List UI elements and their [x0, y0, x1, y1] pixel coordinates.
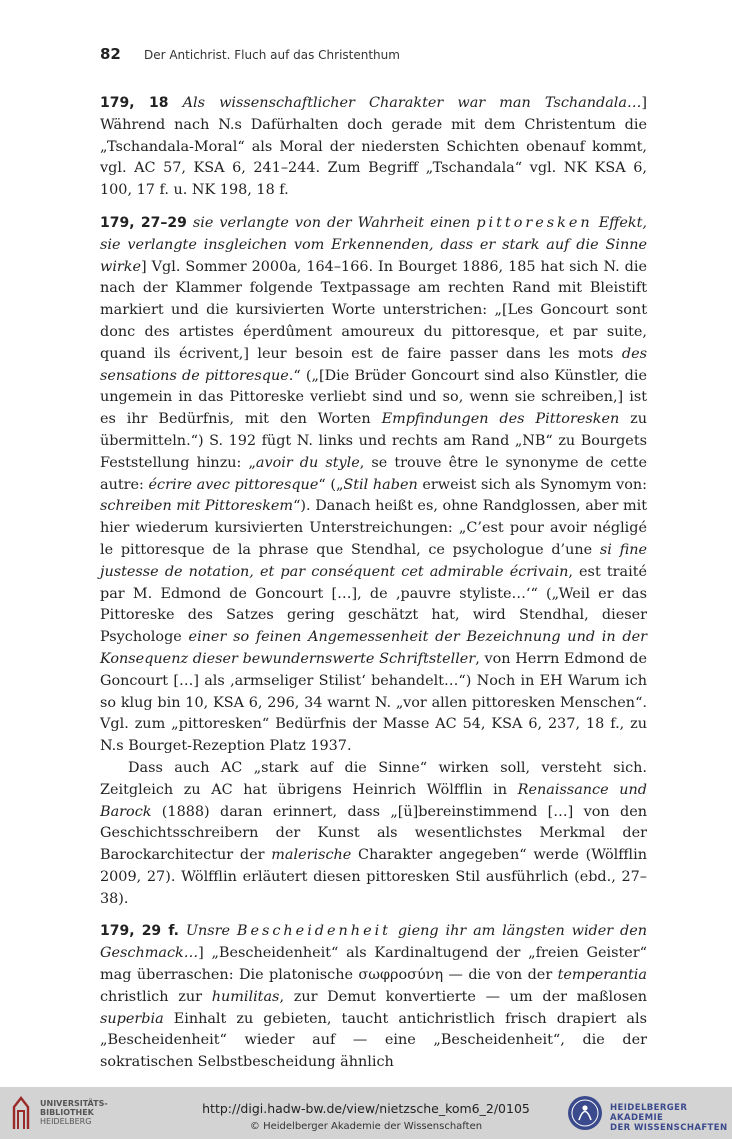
running-header: [100, 44, 660, 66]
text-run: einer so feinen Angemessenheit der Bezeichnung und in der Konsequenz dieser bewundernswerte Schriftsteller: [100, 629, 648, 667]
text-run: pittoresken: [476, 214, 593, 231]
page-number: 82: [100, 45, 121, 63]
text-run: gieng ihr am längsten wider den Geschmack…: [100, 923, 647, 962]
academy-name: HEIDELBERGER AKADEMIE DER WISSENSCHAFTEN: [610, 1103, 728, 1133]
running-title: Der Antichrist. Fluch auf das Christenthum: [143, 48, 400, 62]
text-run: écrire avec pittoresque: [148, 476, 319, 493]
line-reference: 179, 27–29: [100, 214, 187, 231]
text-run: Als wissenschaftlicher Charakter war man Tschandala…: [182, 95, 642, 111]
text-run: temperantia: [557, 967, 647, 984]
text-run: Dass auch AC „stark auf die Sinne“ wirken soll, versteht sich. Zeitgleich zu AC hat übrigens Heinrich Wölfflin in: [100, 759, 647, 798]
university-library-name: UNIVERSITÄTS- BIBLIOTHEK HEIDELBERG: [40, 1099, 108, 1126]
text-run: malerische: [271, 847, 352, 864]
commentary-entry: [100, 921, 647, 1074]
text-run: Empfindungen des Pittoresken: [381, 411, 620, 428]
text-run: ] Vgl. Sommer 2000a, 164–166. In Bourget 1886, 185 hat sich N. die nach der Klammer folgende Textpassage am rechten Rand mit Bleistift markiert und die kursivierten Worte unterstrichen: „[Les Goncourt sont donc des artistes éperdûment amoureux du pittoresque, et par suite, quand ils écrivent,] leur besoin est de faire passer dans les mots: [100, 258, 647, 362]
text-run: Unsre: [185, 923, 237, 940]
line-reference: 179, 29 f.: [100, 923, 179, 940]
text-run: erweist sich als Synomym von:: [417, 476, 648, 493]
entry-text: [100, 923, 647, 1070]
text-run: , se trouve être le synonyme de cette autre:: [100, 454, 647, 493]
text-run: (1888) daran erinnert, dass „[ü]bereinstimmend […] von den Geschichtsschreibern der Kunst als wesentlichstes Merkmal der Barockarchitectur der: [100, 803, 647, 864]
text-run: sie verlangte von der Wahrheit einen: [192, 214, 477, 231]
text-run: [179, 923, 186, 939]
text-run: [168, 95, 182, 111]
copyright-notice: © Heidelberger Akademie der Wissenschaften: [249, 1121, 483, 1132]
text-run: ] Während nach N.s Dafürhalten doch gerade mit dem Christentum die „Tschandala-Moral“ als Moral der niedersten Schichten obenauf kommt, vgl. AC 57, KSA 6, 241–244. Zum Begriff „Tschandala“ vgl. NK KSA 6, 100, 17 f. u. NK 198, 18 f.: [100, 95, 647, 199]
commentary-paragraph: [100, 758, 647, 911]
text-run: si fine justesse de notation, et par conséquent cet admirable écrivain: [100, 541, 647, 580]
academy-seal-icon: [566, 1094, 604, 1132]
text-run: “). Danach heißt es, ohne Randglossen, aber mit hier wiederum kursivierten Unterstreichungen: „C’est pour avoir négligé le pittoresque de la phrase que Stendhal, ce psychologue d’une: [100, 498, 647, 558]
text-run: .“ („[Die Brüder Goncourt sind also Künstler, die ungemein in das Pittoreske verliebt sind und so, wenn sie schreiben,] ist es ihr Bedürfnis, mit den Worten: [100, 367, 647, 428]
text-run: zu übermitteln.“) S. 192 fügt N. links und rechts am Rand „NB“ zu Bourgets Feststellung hinzu: „: [100, 411, 647, 471]
text-run: des sensations de pittoresque: [100, 345, 647, 384]
text-run: Einhalt zu gebieten, taucht antichristlich frisch drapiert als „Bescheidenheit“ wieder auf — eine „Bescheidenheit“, die der sokratischen Selbstbescheidung ähnlich: [100, 1010, 647, 1071]
text-run: Effekt, sie verlangte insgleichen vom Erkennenden, dass er stark auf die Sinne wirke: [100, 214, 647, 275]
text-run: Bescheidenheit: [236, 923, 391, 940]
digitization-footer: [0, 1087, 732, 1139]
text-run: , von Herrn Edmond de Goncourt […] als ‚armseliger Stilist‘ behandelt…“) Noch in EH Warum ich so klug bin 10, KSA 6, 296, 34 warnt N. „vor allen pittoresken Menschen“. Vgl. zum „pittoresken“ Bedürfnis der Masse AC 54, KSA 6, 237, 18 f., zu N.s Bourget-Rezeption Platz 1937.: [100, 650, 648, 755]
text-run: humilitas: [211, 988, 280, 1005]
text-run: avoir du style: [255, 454, 360, 471]
line-reference: 179, 18: [100, 95, 169, 111]
text-run: schreiben mit Pittoreskem: [100, 498, 294, 515]
permalink-url[interactable]: http://digi.hadw-bw.de/view/nietzsche_kom6_2/0105: [202, 1101, 530, 1116]
text-run: “ („: [318, 476, 344, 493]
commentary-body: [100, 93, 647, 1074]
text-run: Charakter angegeben“ werde (Wölfflin 2009, 27). Wölfflin erläutert diesen pittoresken Stil ausführlich (ebd., 27–38).: [100, 847, 647, 907]
commentary-entry: [100, 213, 647, 758]
text-run: christlich zur: [100, 988, 212, 1005]
text-run: , est traité par M. Edmond de Goncourt […], de ‚pauvre styliste…‘“ („Weil er das Pittoreske des Satzes gering geschätzt hat, wird Stendhal, dieser Psychologe: [100, 563, 647, 646]
text-run: Renaissance und Barock: [100, 781, 647, 820]
text-run: ] „Bescheidenheit“ als Kardinaltugend der „freien Geister“ mag überraschen: Die platonische σωφροσύνη — die von der: [100, 945, 647, 984]
entry-text: [100, 95, 647, 198]
commentary-entry: [100, 93, 647, 202]
text-run: superbia: [100, 1010, 164, 1027]
text-run: , zur Demut konvertierte — um der maßlosen: [279, 988, 647, 1005]
text-run: Stil haben: [343, 476, 418, 493]
entry-text: [100, 215, 647, 754]
entry-text: [100, 760, 647, 907]
